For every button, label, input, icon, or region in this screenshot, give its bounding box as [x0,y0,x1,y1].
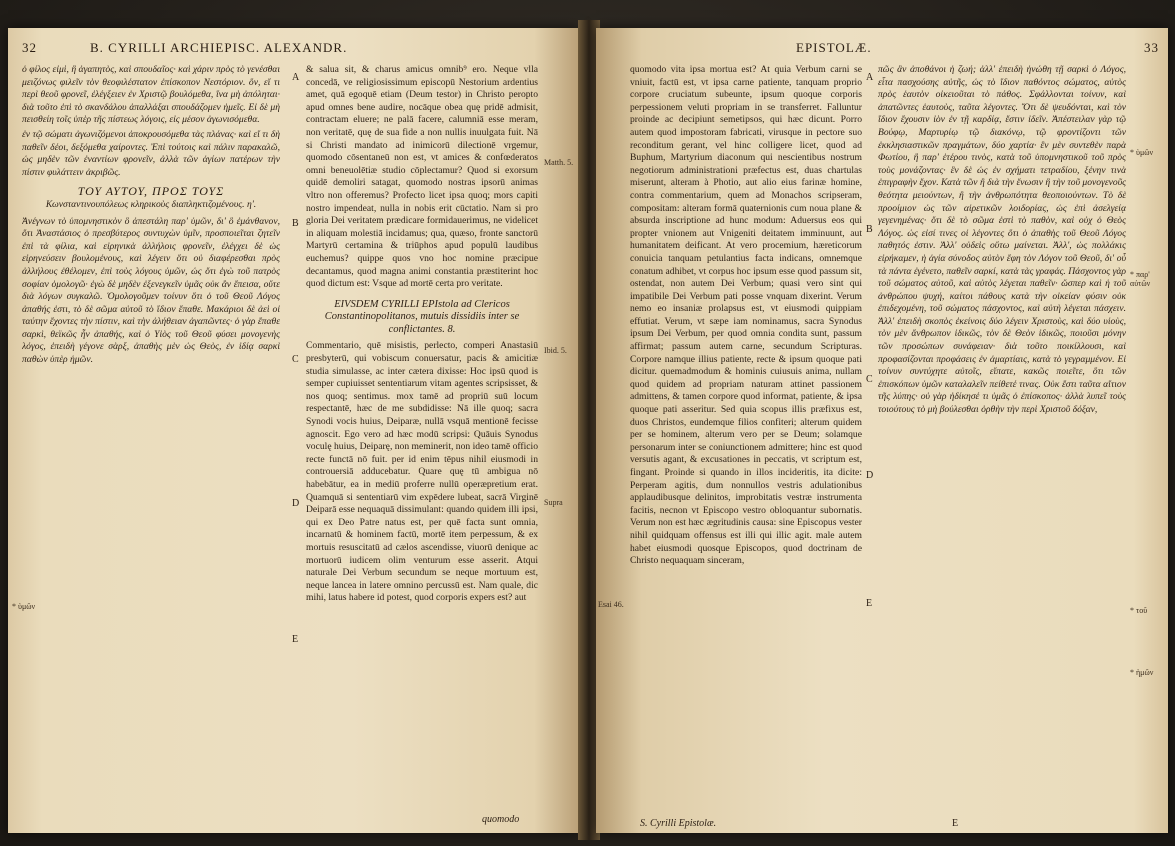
latin-paragraph: & salua sit, & charus amicus omnib⁹ ero. Neque vlla concedā, ve religiosissimum episcopū Nestorium ardentius amet, quā egoquē etiam (Deum testor) in Christo peropto apud omnes bene audire, nocāque obea quę pridē admisit, contractam eluere; ne palā facere, calumniā esse meram, non veritatē, quę de sua fide a non nullis inuulgata fuit. Nā si Christi mandato ad inimicorū dilectionē vrgemur, quomodo cōsentaneū non est, vt amices & confœderatos omni beneuolētiæ studio cōplectamur? Quod si exorsum quidē demoliri satagat, quomodo nostras ipsorū animas vltro non offeremus? Profecto licet ipsa quoq; mors capiti nostro impendeat, nulla in nobis erit cūctatio. Nam si pro gloria Dei veritatem prædicare formidauerimus, ne videlicet in aliquam molestiā incidamus; qua, quæso, fronte sanctorū Martyrū certamina & triūphos apud populū laudibus euchemus? quippe quos vno hoc nomine præcipue decantamus, quod magna animi constantia præstiterint hoc quod dictum est: Vsque ad mortē certa pro veritate. [306,64,538,290]
margin-note: * παρ' αὐτῶν [1130,270,1151,288]
left-page [8,28,580,833]
latin-paragraph: Commentario, quē misistis, perlecto, comperi Anastasiū presbyterū, qui vobiscum conuersatur, pacis & amicitiæ studia simulasse, ac inter cætera dixisse: Hoc ipsū quod is semper cupiuisset sententiarum vitam agentes scripsisset, & nos quoq; sentimus. mox tamē ad propriū suū locum respectantē, hæc de me subdidisse: Nā ille quoq; sacra Synodi vocis huius, Deiparæ, nullā vsquā mentionē fecisse agnoscit. Ego vero ad hæc modū scripsi: Quāuis Synodus voculę huius, Deiparę, non meminerit, non ideo tamē officio recte functā nō fuit. per id enim tēpus nihil eiusmodi in controuersiā adducebatur. Quare quę tū ambigua nō habebātur, ea in mediū proferre nullū operæpretium erat. Quamquā si sententiarū vim expēdere lubeat, sacrā Virginē Deiparā esse nequaquā dissimulant: quando quidem illi ipsi, qui ex Deo Patre natus est, per quē facta sunt omnia, incarnatū & hominem factū, mortē item perpessum, & ex mortuis resuscitatū ad cælos ascendisse, viuorū denique ac mortuorū iudicem olim venturum esse asserit. Atqui naturale Dei Verbum secundum se neque mortuum est, neque lancea in latere omnino percussū est. Nam quale, dic mihi, latus habere id potest, quod corporis expers est? aut [306,340,538,604]
margin-letter: B [866,224,873,235]
left-running-head: B. CYRILLI ARCHIEPISC. ALEXANDR. [90,40,348,55]
right-greek-column [878,64,1126,824]
greek-paragraph: Ἀνέγνων τὸ ὑπομνηστικὸν ὃ ἀπεστάλη παρ' ὑμῶν, δι' ὃ ἐμάνθανον, ὅτι Ἀναστάσιος ὁ πρεσβύτερος συντυχὼν ὑμῖν, προσποιεῖται ζητεῖν ἐπὶ τὰ φίλια, καὶ εἰρηνικὰ ἀλλήλοις φρονεῖν, ἐλέγχει δὲ ὡς εἰρηνεύσειν βουλομένους, καὶ λέγειν ὅτι οὐ διαφέρεσθαι πρὸς ἀλλήλους ἐθέλομεν, ἐπὶ τοὺς λόγους ὑμῶν, ὡς ὅτι ἐγὼ τοῦ πατρὸς σοφίαν ὁμολογῶ· ἐγὼ δὲ μηδὲν ἐξενεγκεῖν ὑμᾶς οὐκ ἂν ἔπεισα, οὔτε διὰ λόγων συγκαλῶ. Ὁμολογοῦμεν τοίνυν ὅτι ὁ τοῦ Θεοῦ Λόγος ἀπαθής ἐστι, τὸ δὲ σῶμα αὐτοῦ τὸ ἴδιον ἔπαθε. Μακάριοι δὲ ἀεὶ οἱ ταύτην ἔχοντες τὴν πίστιν, καὶ τὴν ἀλήθειαν ἀγαπῶντες· ὁ γὰρ ἔπαθε σαρκὶ, θεϊκῶς ἦν ἀπαθής, καὶ ὁ Υἱὸς τοῦ Θεοῦ φύσει μονογενὴς λόγος, ἐπειδὴ γέγονε σὰρξ, ἀπαθὴς μὲν ὡς Θεὸς, ἐν ἰδίᾳ σαρκὶ παθὼν ὑπὲρ ἡμῶν. [22,215,280,366]
left-latin-column [306,64,538,824]
greek-paragraph: ὁ φίλος εἰμὶ, ἢ ἀγαπητὸς, καὶ σπουδαῖος· καὶ χάριν πρὸς τὸ γενέσθαι μειζόνως φιλεῖν τὸν θεοφιλέστατον ἐπίσκοπον Νεστόριον. ὅν, εἴ τι περὶ θεοῦ φρονεῖ, ἐλέγξειεν ἐν Χριστῷ βουλόμεθα, ἵνα μὴ ἀπόληται· διὰ τοῦτο ἐπὶ τὸ σκανδάλου ἀπαλλάξαι σπουδάζομεν ἡμεῖς. Εἰ δὲ μὴ πεισθείη τοῖς ὑπὲρ τῆς πίστεως λόγοις, εἰς μέσον ἀγωνισόμεθα. [22,64,280,126]
margin-letter: A [866,72,874,83]
margin-letter: C [292,354,299,365]
right-page-number: 33 [1144,40,1159,55]
margin-note: Esai 46. [598,600,624,609]
margin-letter: D [866,470,874,481]
right-running-head: EPISTOLÆ. [796,40,872,55]
margin-note: Ibid. 5. [544,346,567,355]
margin-letter: B [292,218,299,229]
margin-note: * ἡμῶν [1130,668,1154,677]
margin-letter: E [292,634,299,645]
margin-letter: D [292,498,300,509]
margin-note: * ὑμῶν [1130,148,1154,157]
right-latin-column [630,64,862,824]
greek-paragraph: πῶς ἂν ἀποθάνοι ἡ ζωή; ἀλλ' ἐπειδὴ ἡνώθη τῇ σαρκὶ ὁ Λόγος, εἶτα πασχούσης αὐτῆς, ὡς τὸ ἴδιον παθόντος σώματος, αὐτὸς πρὸς ἑαυτὸν οἰκειοῦται τὸ πάθος. Σφάλλονται τοίνυν, καὶ ἀπατῶντες ἑαυτοὺς, ταῦτα λέγοντες. Ὅτι δὲ ψευδόνται, καὶ τὸν ἴδιον ἔχουσιν ἰὸν ἐν τῇ καρδίᾳ, ἔστιν ἰδεῖν. Ἀπέστειλαν γὰρ τῷ Βούφῳ, Μαρτυρίῳ τῷ διακόνῳ, τῷ φροντίζοντι τῶν ἐκκλησιαστικῶν πραγμάτων, δύο χαρτία· ἓν μὲν συντεθὲν παρὰ Φωτίου, ἢ παρ' ἑτέρου τινὸς, κατὰ τοῦ ὑπομνηστικοῦ τοῦ πρὸς τοὺς μονάζοντας· ἓν δὲ ὡς ἐν σχήματι τετραδίου, ξένην τινὰ ἐπιγραφὴν ἔχον. Κατὰ τῶν ἢ διὰ τὴν ἕνωσιν ἢ τὴν τοῦ μονογενοῦς θεότητα μειούντων, ἢ τὴν ἀνθρωπότητα θεοποιούντων. Τὸ δὲ προοίμιον ὡς τῶν αἱρετικῶν λοιδορίας, ὡς ἐπὶ ἀσελγείᾳ γεγενημένας· ὅτι δὲ τὸ σῶμα ἐστὶ τὸ παθὸν, καὶ οὐχ ὁ Θεὸς Λόγος. ὡς εἰσί τινες οἱ λέγοντες ὅτι ὁ ἀπαθὴς τοῦ Θεοῦ Λόγος παθητός ἐστιν. Ἀλλ' οὐδεὶς οὕτω μαίνεται. Ἀλλ', ὡς πολλάκις εἰρήκαμεν, ἡ ἁγία σύνοδος αὐτὸν ἔφη τὸν Λόγον τοῦ Θεοῦ, δι' οὗ τὰ πάντα ἐγένετο, παθεῖν σαρκί, κατὰ τὰς γραφάς. Πάσχοντος γὰρ τοῦ σώματος αὐτοῦ, καὶ αὐτὸς λέγεται παθεῖν· ὥσπερ καὶ ἡ τοῦ ἀνθρώπου ψυχή, καίτοι πάθους κατὰ τὴν οἰκείαν φύσιν οὐκ ἐπιδεχομένη, τοῦ σώματος πάσχοντος, καὶ αὐτὴ λέγεται πάσχειν. Ἀλλ' ἐπειδὴ σκοπὸς ἐκείνοις δύο λέγειν Χριστοὺς, καὶ δύο υἱοὺς, τὸν μὲν ἄνθρωπον ἰδικῶς, τὸν δὲ Θεὸν ἰδικῶς, ποιοῦσι μόνην τῶν προσώπων συνάφειαν· διὰ τοῦτο ποικίλλουσι, καὶ προφασίζονται προφάσεις ἐν ἁμαρτίαις, κατὰ τὸ γεγραμμένον. Εἰ τοίνυν συντύχητε αὐτοῖς, εἴπατε, κακῶς ποιεῖτε, ὅτι τῶν ἐπισκόπων ὑμῶν καταλαλεῖν πείθετέ τινας. Οὐκ ἔστι ταῦτα αἴτιον τῆς λύπης· οὐ γὰρ ἠδίκησέ τι ὑμᾶς ὁ ἐπίσκοπος· ἀλλὰ λυπεῖ τοὺς τοιούτους τὸ μὴ βούλεσθαι ὀρθὴν τὴν περὶ Χριστοῦ δόξαν, [878,64,1126,416]
left-greek-column [22,64,280,824]
margin-letter: E [866,598,873,609]
margin-letter: A [292,72,300,83]
catchword: S. Cyrilli Epistolæ. [640,818,717,829]
margin-letter: C [866,374,873,385]
margin-note: Matth. 5. [544,158,574,167]
left-page-number: 32 [22,40,37,55]
greek-paragraph: ἐν τῷ σώματι ἀγωνιζόμενοι ἀποκρουσόμεθα τὰς πλάνας· καὶ εἴ τι δὴ παθεῖν δέοι, δεξόμεθα χαίροντες. Ἐπὶ τούτοις καὶ πάλιν παρακαλῶ, ὡς μηδὲν τῶν ἐναντίων φρονεῖν, ἀλλὰ τῶν ἁγίων πατέρων τὴν πίστιν φυλάττειν ἀκριβῶς. [22,128,280,178]
margin-note: Supra [544,498,563,507]
margin-note: * ὑμῶν [12,602,36,611]
signature-mark: E [952,818,959,829]
catchword: quomodo [482,814,520,825]
margin-note: * τοῦ [1130,606,1148,615]
latin-section-title: EIVSDEM CYRILLI EPIstola ad Clericos Constantinopolitanos, mutuis dissidiis inter se conflictantes. 8. [324,298,520,335]
greek-section-subtitle: Κωνσταντινουπόλεως κληρικοὺς διαπληκτιζομένους. η'. [45,198,257,210]
latin-paragraph: quomodo vita ipsa mortua est? At quia Verbum carni se vniuit, factū est, vt ipsa carne patiente, tanquam proprio corpore cruciatum subeunte, ipsum quoque corporis perpessionem veluti propriam in se transferret. Falluntur proinde ac decipiunt semetipsos, qui hæc dicunt. Porro autem quod impostoram fabricati, virusque in pectore suo reconditum gerant, vel hinc colligere licet, quod ad Buphum, Martyrium diaconum qui nescientibus nostrum negotiorum administrationi præfectus est, duas chartulas miserunt, alteram à Photio, aut alio eius farinæ homine, contra commentarium, quem ad Monachos scripseram, compositam: alteram formā quaternionis cum noua plane & absurda inscriptione ad hunc modum: Aduersus eos qui propter vnionem aut Vnigeniti deitatem imminuunt, aut humanitatem deificant. At vero procemium, hæreticorum conuicia tanquam petulantius facta indicans, omnemque conatum adhibet, vt corpus hoc ipsum esse quod passum sit, ostendat, non autem Dei Verbum; quasi vero sint qui impatibile Dei Verbum pati posse vnquam dixerint. Verum nemo eo insaniæ prolapsus est, vt eiusmodi quippiam effutiat. Verum, vt sæpe iam nominamus, sacra Synodus ipsum Dei Verbum, per quod omnia condita sunt, passum affirmat; passum autem carne, secundum Scripturas. Corpore namque illius patiente, recte & ipsum quoque pati dicitur. quemadmodum & hominis cuiusuis anima, nullam quod quidem ad propriam naturam attinet passionem admittens, & tamen corpore quod informat, patiente, & ipsa quoque pati asseritur. Sed quia scopus illis præfixus est, duos Christos, eundemque filios confiteri; alterum quidem per se hominem, alterum vero per se Deum; solamque personarum inter se coniunctionem admittere; hinc est quod versutis agant, & excusationes in peccatis, vt scriptum est, fingant. Proinde si quando in illos incideritis, ita dicite: Perperam agitis, dum nonnullos vestris adulationibus applaudibusque delinitos, improbitatis vestræ instrumenta facitis, necnon vt Episcopo vestro obloquantur subornatis. Verum non est hæc ægritudinis causa: sine Episcopus vester nihil quidquam offensus est illi qui illic agit. male autem habet eiusmodi quosque Episcopos, quod doctrinam de Christo nequaquam sinceram, [630,64,862,567]
greek-section-title: ΤΟΥ ΑΥΤΟΥ, ΠΡΟΣ ΤΟΥΣ [77,184,225,199]
right-page [596,28,1168,833]
